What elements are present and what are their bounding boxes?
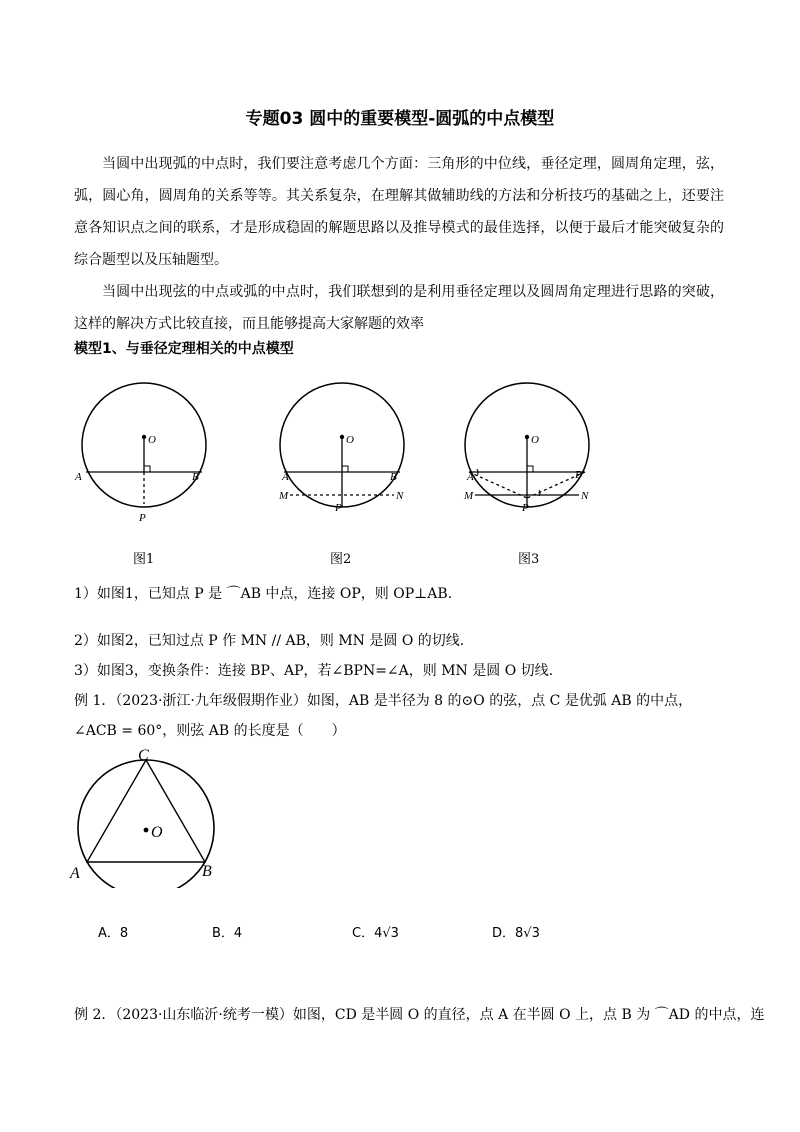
- fig2-label-m: M: [279, 490, 289, 502]
- figure-3-diagram: [455, 380, 615, 530]
- option-a[interactable]: A．8: [98, 926, 129, 941]
- fig2-label-a: A: [282, 471, 289, 483]
- example-1-diagram: [66, 748, 236, 888]
- fig1-label-p: P: [139, 512, 146, 524]
- figure-1-diagram: [72, 380, 222, 530]
- figure-2-caption: 图2: [330, 552, 352, 567]
- figure-1-caption: 图1: [133, 552, 155, 567]
- fig3-label-b: B: [575, 469, 582, 481]
- option-b[interactable]: B．4: [212, 926, 243, 941]
- fig2-label-b: B: [390, 471, 397, 483]
- fig3-label-m: M: [464, 490, 474, 502]
- option-c[interactable]: C．4√3: [352, 926, 399, 941]
- statement-2: 2）如图2，已知过点 P 作 MN // AB，则 MN 是圆 O 的切线.: [74, 633, 465, 649]
- page-title: 专题03 圆中的重要模型-圆弧的中点模型: [245, 109, 555, 129]
- ex1-label-a: A: [70, 865, 80, 882]
- figure-2-diagram: [270, 380, 420, 530]
- fig3-label-p: P: [522, 502, 529, 514]
- fig1-label-o: O: [148, 434, 156, 446]
- fig3-label-a: A: [467, 471, 474, 483]
- ex1-label-b: B: [202, 863, 212, 880]
- ex1-label-c: C: [138, 748, 149, 764]
- fig2-label-p: P: [335, 502, 342, 514]
- fig3-label-n: N: [581, 490, 589, 502]
- option-d[interactable]: D．8√3: [492, 926, 540, 941]
- section-heading-model-1: 模型1、与垂径定理相关的中点模型: [74, 341, 294, 357]
- fig3-label-o: O: [531, 434, 539, 446]
- example-1-line-2: ∠ACB = 60°，则弦 AB 的长度是（ ）: [74, 723, 346, 739]
- figure-3-caption: 图3: [518, 552, 540, 567]
- intro-paragraph-2: 当圆中出现弦的中点或弧的中点时，我们联想到的是利用垂径定理以及圆周角定理进行思路的突破，这样的解决方式比较直接，而且能够提高大家解题的效率: [74, 284, 724, 332]
- fig1-label-a: A: [75, 471, 82, 483]
- fig2-label-n: N: [396, 490, 404, 502]
- statement-1: 1）如图1，已知点 P 是 ⌒AB 中点，连接 OP，则 OP⊥AB.: [74, 586, 453, 602]
- ex1-label-o: O: [151, 824, 163, 841]
- fig2-label-o: O: [346, 434, 354, 446]
- example-2-line-1: 例 2．（2023·山东临沂·统考一模）如图，CD 是半圆 O 的直径，点 A 在半圆 O 上，点 B 为 ⌒AD 的中点，连: [74, 1007, 765, 1023]
- example-1-line-1: 例 1．（2023·浙江·九年级假期作业）如图，AB 是半径为 8 的⊙O 的弦，点 C 是优弧 AB 的中点，: [74, 693, 693, 709]
- intro-paragraph-1: 当圆中出现弧的中点时，我们要注意考虑几个方面：三角形的中位线，垂径定理，圆周角定理，弦，弧，圆心角，圆周角的关系等等。其关系复杂，在理解其做辅助线的方法和分析技巧的基础之上，还要注意各知识点之间的联系，才是形成稳固的解题思路以及推导模式的最佳选择，以便于最后才能突破复杂的综合题型以及压轴题型。: [74, 156, 724, 268]
- fig1-label-b: B: [192, 471, 199, 483]
- statement-3: 3）如图3，变换条件：连接 BP、AP，若∠BPN=∠A，则 MN 是圆 O 切线.: [74, 663, 554, 679]
